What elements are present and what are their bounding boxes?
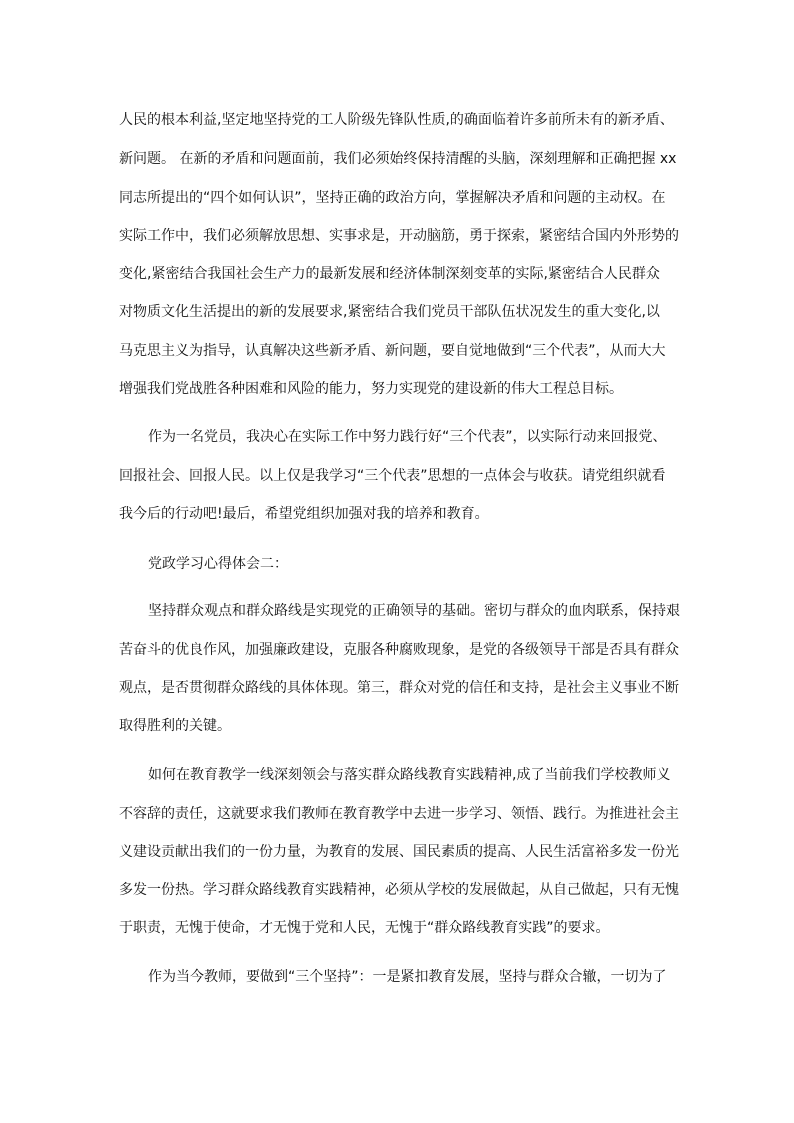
paragraph-line: 观点，是否贯彻群众路线的具体体现。第三，群众对党的信任和支持，是社会主义事业不断 (119, 680, 679, 696)
paragraph-line: 对物质文化生活提出的新的发展要求,紧密结合我们党员干部队伍状况发生的重大变化,以 (119, 304, 660, 320)
paragraph-line: 不容辞的责任，这就要求我们教师在教育教学中去进一步学习、领悟、践行。为推进社会主 (119, 806, 679, 822)
paragraph-line: 于职责，无愧于使命，才无愧于党和人民，无愧于“群众路线教育实践”的要求。 (119, 920, 610, 936)
paragraph-line: 作为一名党员，我决心在实际工作中努力践行好“三个代表”，以实际行动来回报党、 (148, 429, 667, 445)
paragraph-line: 坚持群众观点和群众路线是实现党的正确领导的基础。密切与群众的血肉联系，保持艰 (148, 603, 680, 619)
paragraph-line: 回报社会、回报人民。以上仅是我学习“三个代表”思想的一点体会与收获。请党组织就看 (119, 468, 666, 484)
paragraph-line: 变化,紧密结合我国社会生产力的最新发展和经济体制深刻变革的实际,紧密结合人民群众 (119, 266, 660, 282)
paragraph-line: 义建设贡献出我们的一份力量，为教育的发展、国民素质的提高、人民生活富裕多发一份光 (119, 844, 679, 860)
paragraph-line: 新问题。 在新的矛盾和问题面前，我们必须始终保持清醒的头脑，深刻理解和正确把握 xx (119, 151, 677, 167)
paragraph-line: 增强我们党战胜各种困难和风险的能力，努力实现党的建设新的伟大工程总目标。 (119, 381, 623, 397)
paragraph-line: 如何在教育教学一线深刻领会与落实群众路线教育实践精神,成了当前我们学校教师义 (148, 767, 671, 783)
paragraph-line: 同志所提出的“四个如何认识”，坚持正确的政治方向，掌握解决矛盾和问题的主动权。在 (119, 190, 666, 206)
paragraph-line: 马克思主义为指导，认真解决这些新矛盾、新问题，要自觉地做到“三个代表”，从而大大 (119, 343, 666, 359)
paragraph-line: 我今后的行动吧!最后，希望党组织加强对我的培养和教育。 (119, 506, 489, 522)
paragraph-line: 苦奋斗的优良作风，加强廉政建设，克服各种腐败现象，是党的各级领导干部是否具有群众 (119, 642, 679, 658)
paragraph-line: 作为当今教师，要做到“三个坚持”：一是紧扣教育发展，坚持与群众合辙，一切为了 (148, 969, 667, 985)
paragraph-line: 人民的根本利益,坚定地坚持党的工人阶级先锋队性质,的确面临着许多前所未有的新矛盾、 (119, 112, 674, 128)
paragraph-line: 多发一份热。学习群众路线教育实践精神，必须从学校的发展做起，从自己做起，只有无愧 (119, 882, 679, 898)
paragraph-line: 实际工作中，我们必须解放思想、实事求是，开动脑筋，勇于探索，紧密结合国内外形势的 (119, 228, 679, 244)
paragraph-line: 取得胜利的关键。 (119, 718, 231, 734)
section-heading: 党政学习心得体会二： (148, 556, 288, 572)
